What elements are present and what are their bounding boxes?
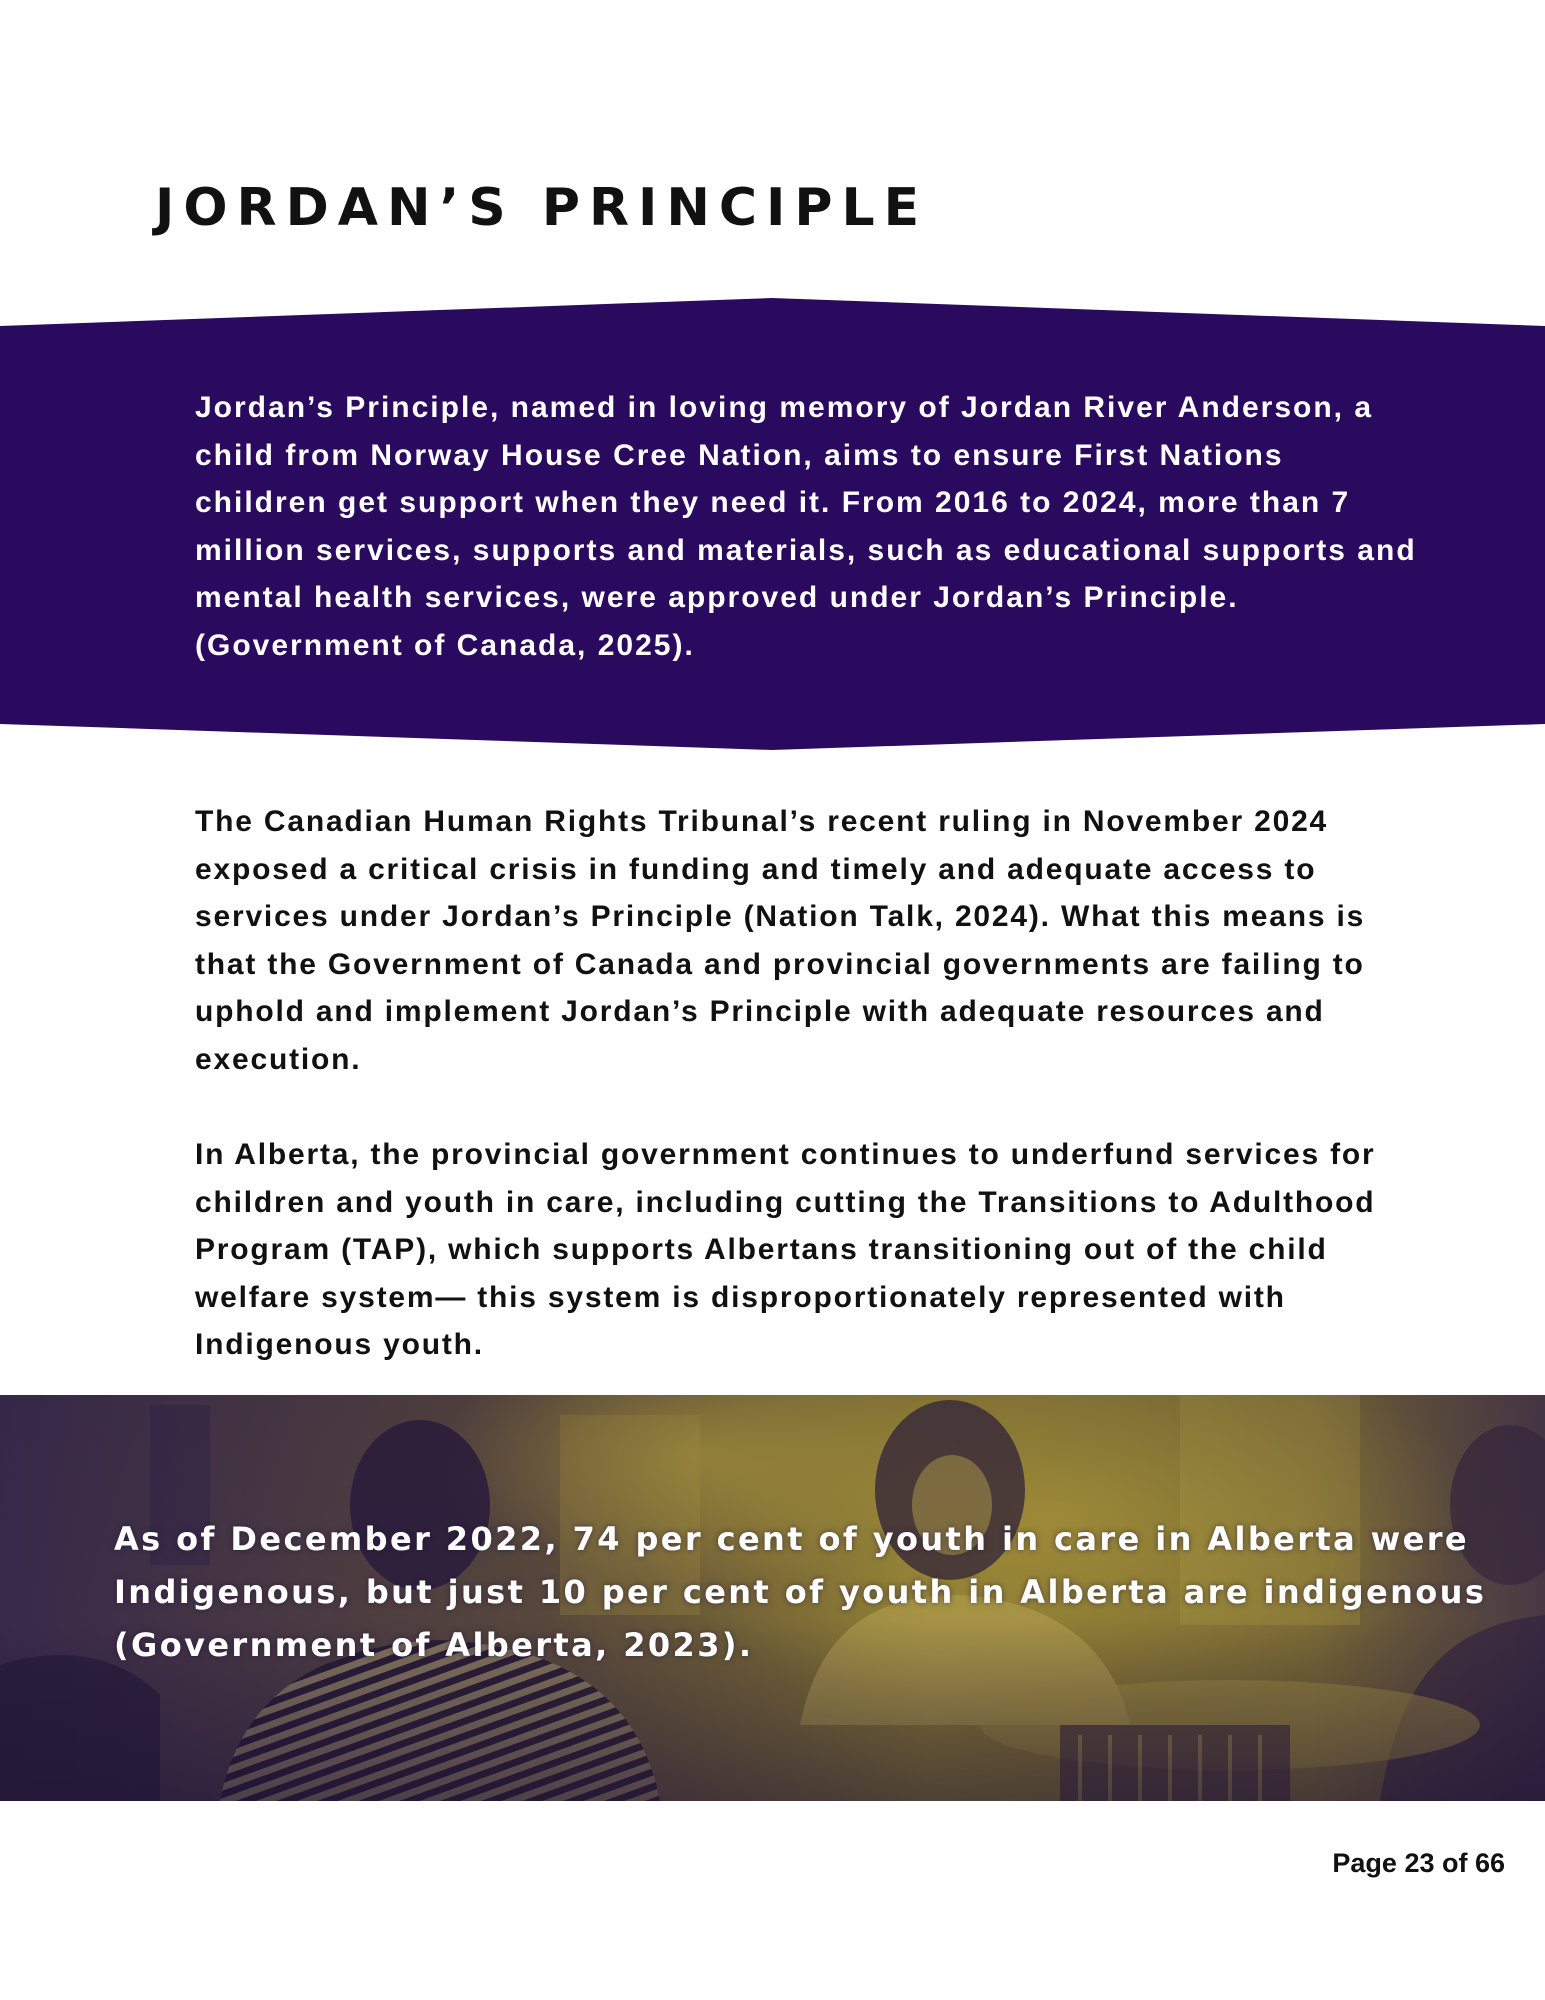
body-paragraph-alberta: In Alberta, the provincial government continues to underfund services for children and youth in care, including cutting the Transitions to Adulthood Program (TAP), which supports Albertans transitioning out of the child welfare system— this system is disproportionately represented with Indigenous youth. [195, 1138, 1376, 1361]
page-number: Page 23 of 66 [1332, 1848, 1505, 1878]
banner-text: Jordan’s Principle, named in loving memory of Jordan River Anderson, a child from Norway House Cree Nation, aims to ensure First Nations children get support when they need it. From 2016 to 2024, more than 7 million services, supports and materials, such as educational supports and mental health services, were approved under Jordan’s Principle. (Government of Canada, 2025). [195, 391, 1417, 662]
page-title: JORDAN’S PRINCIPLE [155, 178, 929, 238]
photo-caption-statistic: As of December 2022, 74 per cent of youth in care in Alberta were Indigenous, but just 10 per cent of youth in Alberta are indigenous (Government of Alberta, 2023). [114, 1520, 1487, 1664]
body-paragraph-tribunal: The Canadian Human Rights Tribunal’s recent ruling in November 2024 exposed a critical crisis in funding and timely and adequate access to services under Jordan’s Principle (Nation Talk, 2024). What this means is that the Government of Canada and provincial governments are failing to uphold and implement Jordan’s Principle with adequate resources and execution. [195, 805, 1366, 1076]
